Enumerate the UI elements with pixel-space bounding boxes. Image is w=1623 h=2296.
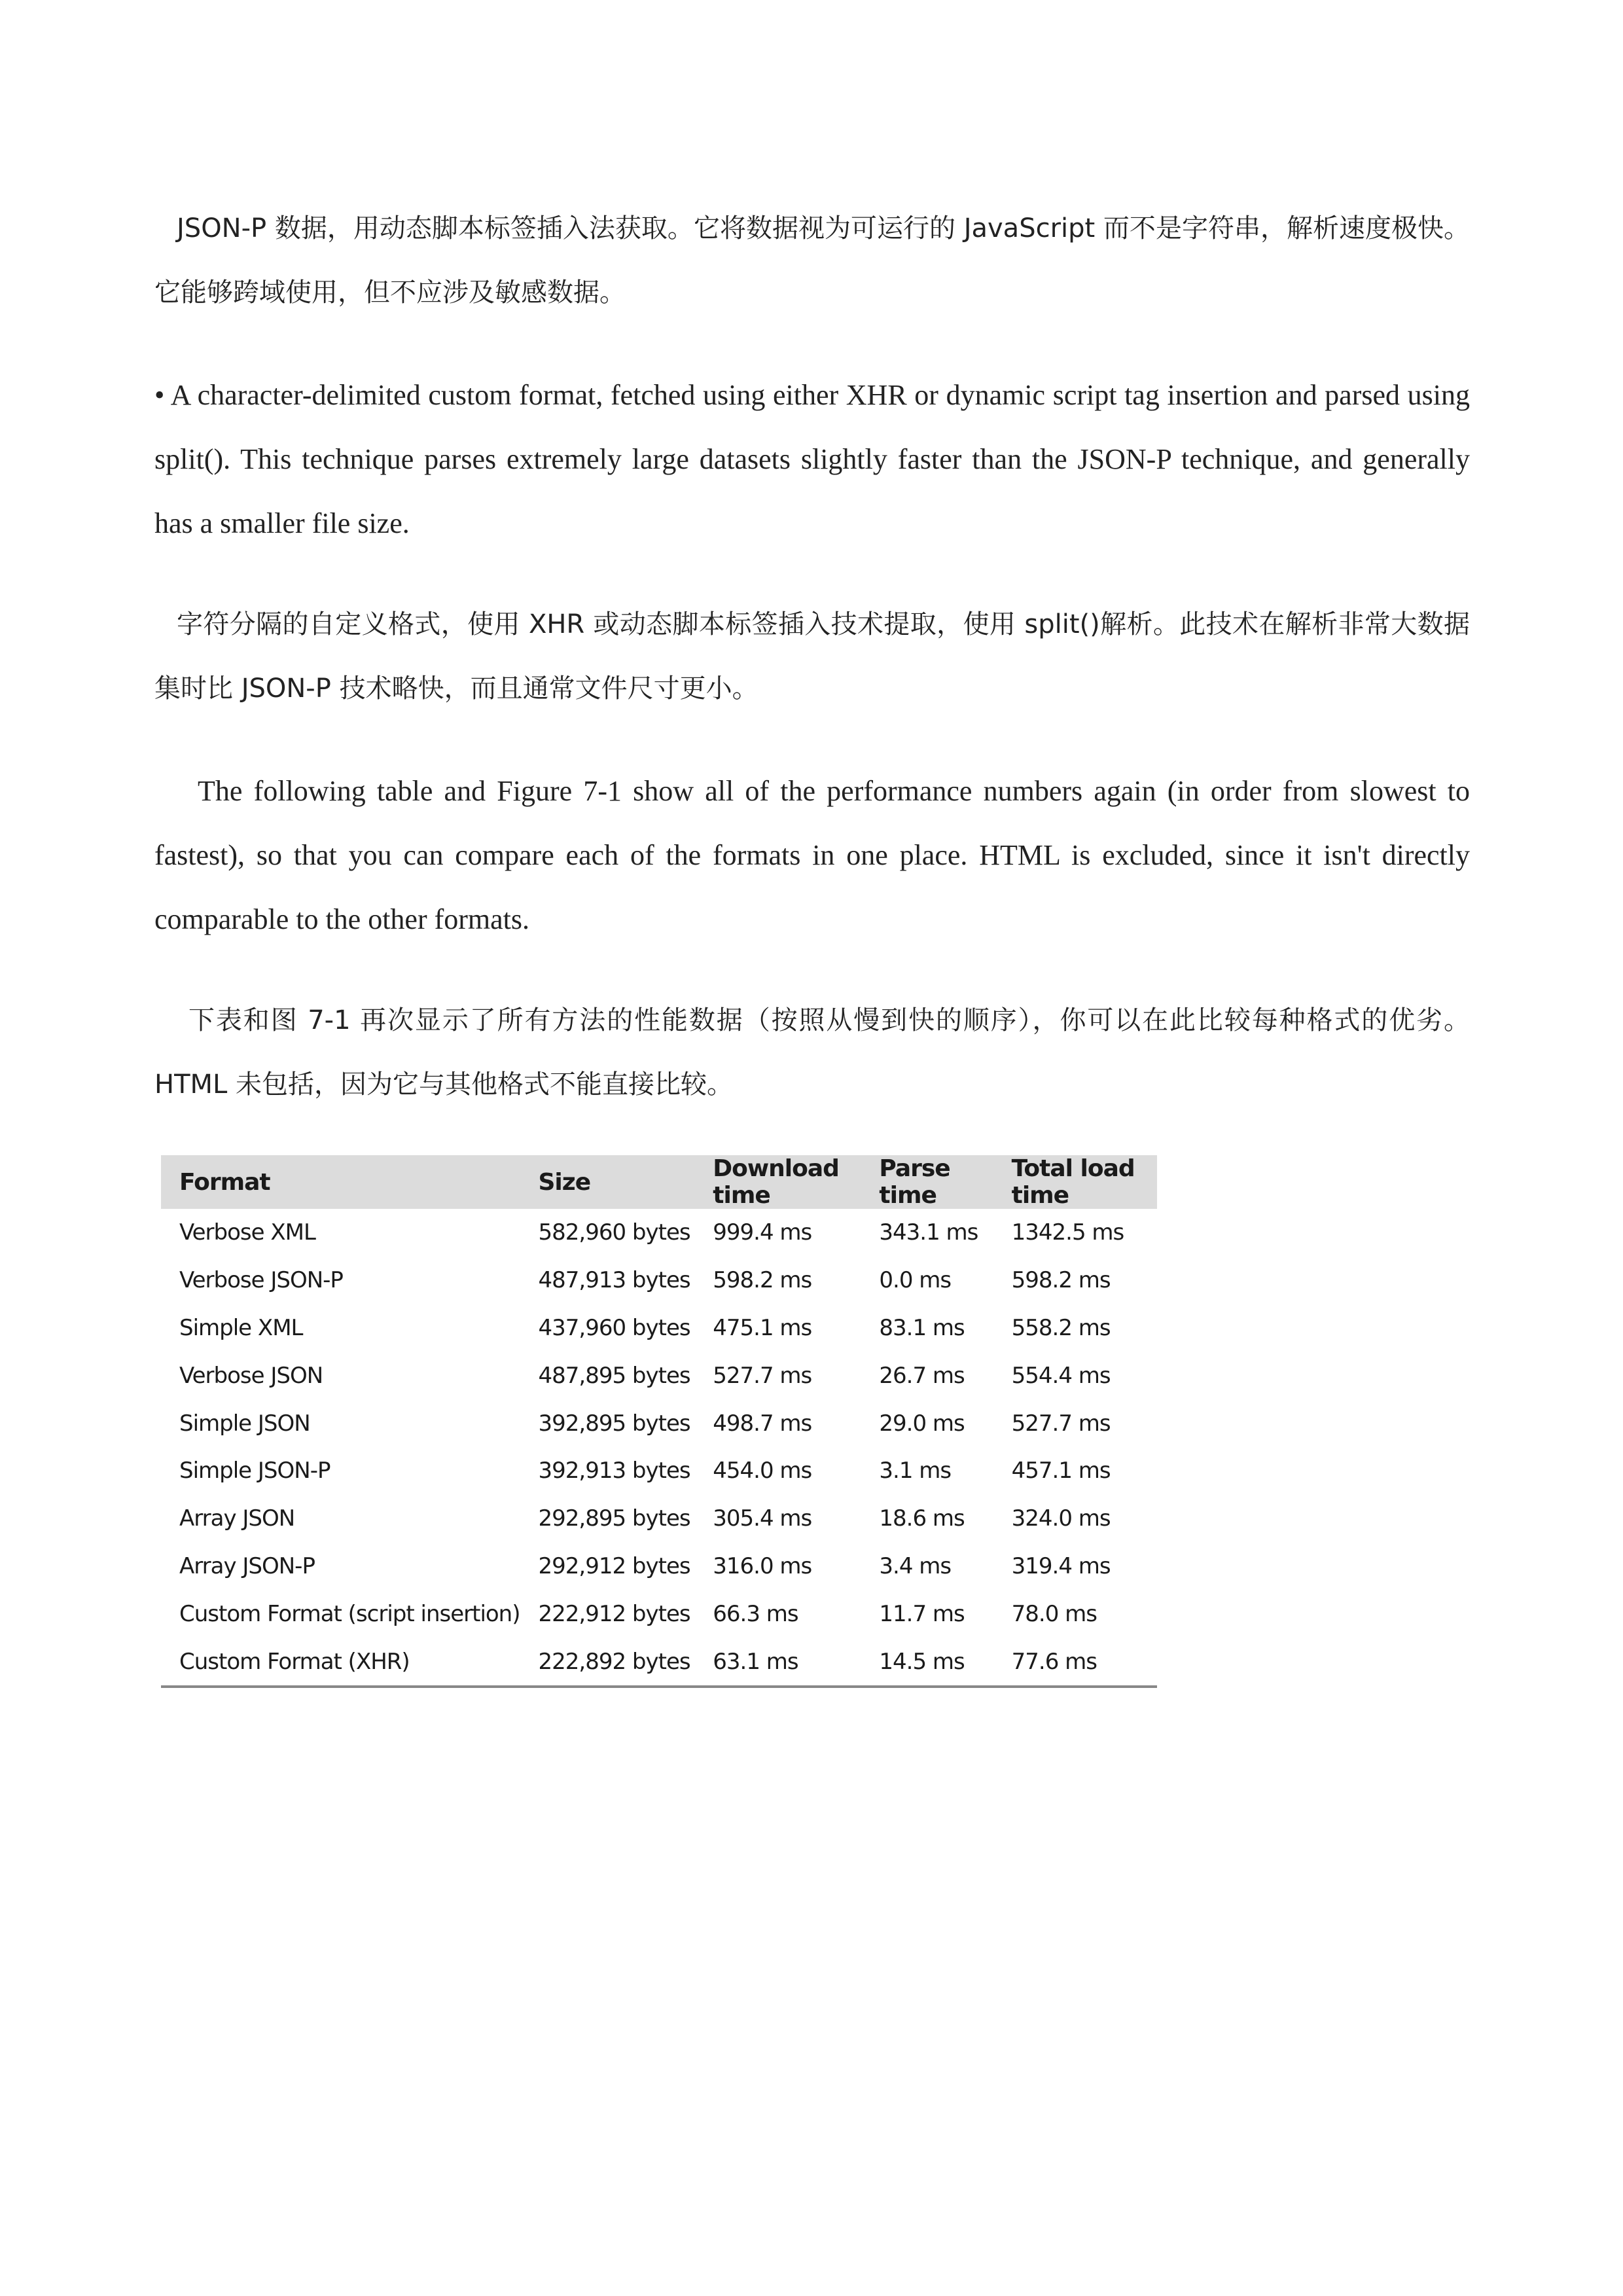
table-row xyxy=(161,1352,1157,1399)
cell-parse-time: 0.0 ms xyxy=(879,1267,952,1294)
cell-parse-time: 83.1 ms xyxy=(879,1314,965,1341)
table-row xyxy=(161,1257,1157,1304)
cell-size: 582,960 bytes xyxy=(538,1219,690,1246)
cell-download-time: 316.0 ms xyxy=(713,1552,812,1579)
cell-size: 392,895 bytes xyxy=(538,1410,690,1437)
cell-download-time: 475.1 ms xyxy=(713,1314,812,1341)
table-row xyxy=(161,1447,1157,1495)
cell-parse-time: 26.7 ms xyxy=(879,1362,965,1389)
performance-table xyxy=(161,1155,1157,1688)
cell-parse-time: 29.0 ms xyxy=(879,1410,965,1437)
cell-size: 487,913 bytes xyxy=(538,1267,690,1294)
header-total-load-time: Total load time xyxy=(993,1155,1157,1209)
cell-total-load-time: 324.0 ms xyxy=(1011,1505,1111,1532)
cell-format: Custom Format (XHR) xyxy=(161,1638,520,1687)
paragraph-custom-format-chinese: 字符分隔的自定义格式，使用 XHR 或动态脚本标签插入技术提取，使用 split()解析。此技术在解析非常大数据集时比 JSON-P 技术略快，而且通常文件尺寸更小。 xyxy=(154,609,1470,704)
cell-format: Verbose JSON xyxy=(179,1362,323,1389)
paragraph-jsonp-chinese: JSON-P 数据，用动态脚本标签插入法获取。它将数据视为可运行的 JavaScript 而不是字符串，解析速度极快。它能够跨域使用，但不应涉及敏感数据。 xyxy=(154,213,1470,308)
cell-parse-time: 11.7 ms xyxy=(879,1600,965,1627)
cell-parse-time: 18.6 ms xyxy=(879,1505,965,1532)
table-row xyxy=(161,1209,1157,1257)
cell-format: Simple XML xyxy=(179,1314,303,1341)
cell-total-load-time: 527.7 ms xyxy=(1011,1410,1111,1437)
cell-format: Simple JSON xyxy=(179,1410,310,1437)
cell-download-time: 454.0 ms xyxy=(713,1458,812,1484)
cell-size: 392,913 bytes xyxy=(538,1458,690,1484)
cell-total-load-time: 554.4 ms xyxy=(1011,1362,1111,1389)
cell-download-time: 527.7 ms xyxy=(713,1362,812,1389)
cell-size: 222,892 bytes xyxy=(520,1638,695,1687)
cell-format: Custom Format (script insertion) xyxy=(179,1600,520,1627)
cell-parse-time: 343.1 ms xyxy=(879,1219,978,1246)
cell-format: Array JSON xyxy=(179,1505,295,1532)
cell-total-load-time: 1342.5 ms xyxy=(1011,1219,1124,1246)
cell-parse-time: 3.4 ms xyxy=(879,1552,952,1579)
table-row xyxy=(161,1304,1157,1352)
cell-total-load-time: 78.0 ms xyxy=(1011,1600,1097,1627)
cell-size: 222,912 bytes xyxy=(538,1600,690,1627)
header-format: Format xyxy=(161,1155,520,1209)
cell-format: Array JSON-P xyxy=(179,1552,315,1579)
cell-total-load-time: 598.2 ms xyxy=(1011,1267,1111,1294)
cell-size: 437,960 bytes xyxy=(538,1314,690,1341)
table-row xyxy=(161,1543,1157,1590)
header-parse-time: Parse time xyxy=(861,1155,993,1209)
cell-download-time: 999.4 ms xyxy=(713,1219,812,1246)
cell-parse-time: 3.1 ms xyxy=(879,1458,952,1484)
table-row xyxy=(161,1399,1157,1447)
cell-download-time: 66.3 ms xyxy=(713,1600,798,1627)
paragraph-table-intro-chinese: 下表和图 7-1 再次显示了所有方法的性能数据（按照从慢到快的顺序），你可以在此比较每种格式的优劣。HTML 未包括，因为它与其他格式不能直接比较。 xyxy=(154,1005,1470,1100)
paragraph-custom-format-english: • A character-delimited custom format, fetched using either XHR or dynamic script tag insertion and parsed using split(). This technique parses extremely large datasets slightly faster than the JSON-P technique, and generally has a smaller file size. xyxy=(154,379,1470,539)
cell-total-load-time: 457.1 ms xyxy=(1011,1458,1111,1484)
header-size: Size xyxy=(520,1155,695,1209)
table-header-row xyxy=(161,1155,1157,1209)
cell-size: 292,912 bytes xyxy=(538,1552,690,1579)
header-download-time: Download time xyxy=(694,1155,861,1209)
cell-total-load-time: 319.4 ms xyxy=(1011,1552,1111,1579)
cell-download-time: 63.1 ms xyxy=(694,1638,861,1687)
cell-parse-time: 14.5 ms xyxy=(861,1638,993,1687)
cell-size: 292,895 bytes xyxy=(538,1505,690,1532)
cell-format: Simple JSON-P xyxy=(179,1458,330,1484)
table-row xyxy=(161,1590,1157,1638)
cell-download-time: 598.2 ms xyxy=(713,1267,812,1294)
cell-total-load-time: 558.2 ms xyxy=(1011,1314,1111,1341)
table-row xyxy=(161,1495,1157,1543)
cell-format: Verbose JSON-P xyxy=(179,1267,343,1294)
cell-format: Verbose XML xyxy=(179,1219,315,1246)
cell-download-time: 305.4 ms xyxy=(713,1505,812,1532)
paragraph-table-intro-english: The following table and Figure 7-1 show all of the performance numbers again (in order from slowest to fastest), so that you can compare each of the formats in one place. HTML is excluded, since it isn't directly comparable to the other formats. xyxy=(154,775,1470,935)
cell-size: 487,895 bytes xyxy=(538,1362,690,1389)
cell-total-load-time: 77.6 ms xyxy=(993,1638,1157,1687)
table-row xyxy=(161,1638,1157,1687)
cell-download-time: 498.7 ms xyxy=(713,1410,812,1437)
